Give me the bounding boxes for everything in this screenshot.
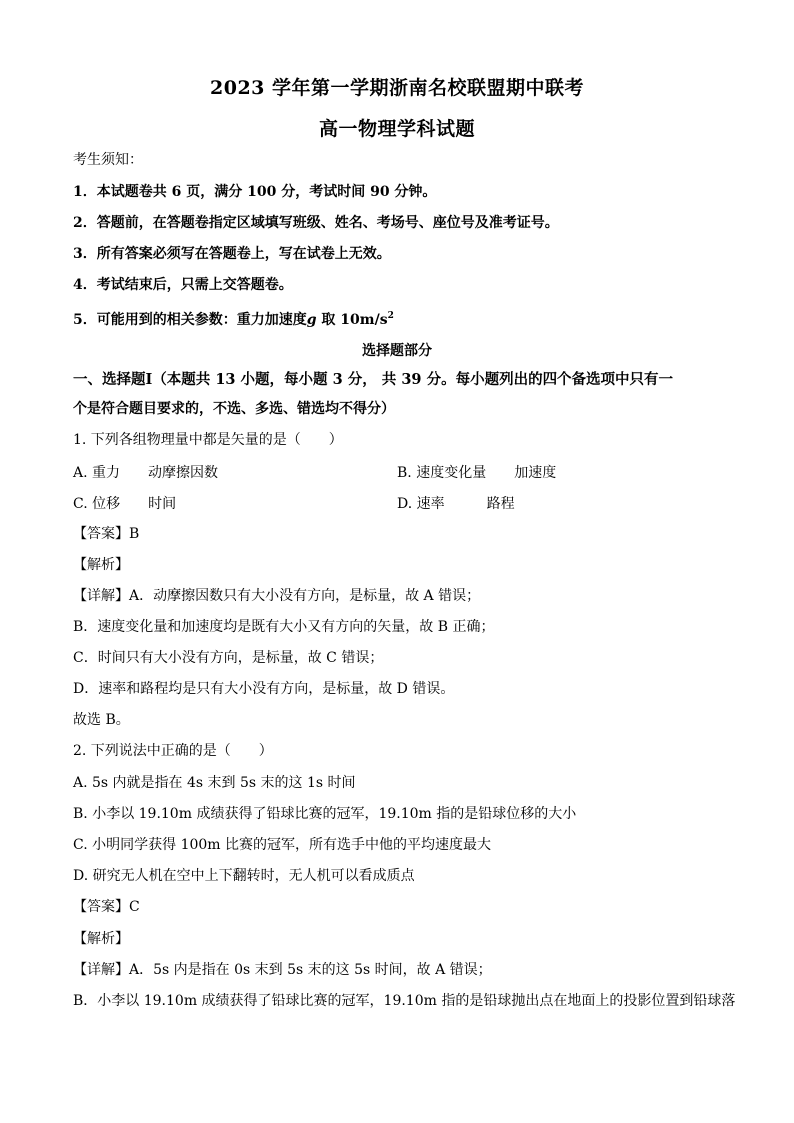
q1-conclusion: 故选 B。 (73, 712, 130, 728)
section-title: 选择题部分 (362, 343, 432, 359)
q1-detail-1: 【详解】A．动摩擦因数只有大小没有方向，是标量，故 A 错误； (73, 588, 481, 604)
q1-stem: 1. 下列各组物理量中都是矢量的是（ ） (73, 432, 343, 448)
q1-option-d: D. 速率 路程 (397, 496, 515, 512)
q2-detail-1: 【详解】A．5s 内是指在 0s 末到 5s 末的这 5s 时间，故 A 错误； (73, 962, 492, 978)
q1-option-a: A. 重力 动摩擦因数 (73, 465, 219, 481)
q2-stem: 2. 下列说法中正确的是（ ） (73, 743, 273, 759)
notice-item-5: 5．可能用到的相关参数：重力加速度g 取 $10m/s^2$ (73, 311, 394, 328)
q1-analysis-label: 【解析】 (73, 557, 129, 573)
q2-option-d: D. 研究无人机在空中上下翻转时，无人机可以看成质点 (73, 868, 415, 884)
notice-item-4: 4．考试结束后，只需上交答题卷。 (73, 277, 293, 293)
section-intro-line1: 一、选择题Ⅰ（本题共 13 小题，每小题 3 分， 共 39 分。每小题列出的四个备选项中只有一 (73, 371, 674, 388)
q2-option-b: B. 小李以 19.10m 成绩获得了铅球比赛的冠军，19.10m 指的是铅球位移的大小 (73, 806, 577, 822)
section-intro-line2: 个是符合题目要求的，不选、多选、错选均不得分） (73, 401, 395, 417)
q1-answer: 【答案】B (73, 526, 140, 542)
q2-option-a: A. 5s 内就是指在 4s 末到 5s 末的这 1s 时间 (73, 775, 356, 791)
q1-detail-2: B．速度变化量和加速度均是既有大小又有方向的矢量，故 B 正确； (73, 619, 495, 635)
exam-subtitle: 高一物理学科试题 (318, 118, 475, 140)
q1-detail-4: D．速率和路程均是只有大小没有方向，是标量，故 D 错误。 (73, 681, 455, 697)
q2-answer: 【答案】C (73, 899, 140, 915)
q1-option-b: B. 速度变化量 加速度 (397, 465, 557, 481)
notice-item-2: 2．答题前，在答题卷指定区域填写班级、姓名、考场号、座位号及准考证号。 (73, 215, 559, 231)
q1-detail-3: C．时间只有大小没有方向，是标量，故 C 错误； (73, 650, 384, 666)
q1-option-c: C. 位移 时间 (73, 496, 177, 512)
q2-option-c: C. 小明同学获得 100m 比赛的冠军，所有选手中他的平均速度最大 (73, 837, 492, 853)
exam-title: 2023 学年第一学期浙南名校联盟期中联考 (210, 77, 584, 99)
q2-analysis-label: 【解析】 (73, 931, 129, 947)
notice-item-3: 3．所有答案必须写在答题卷上，写在试卷上无效。 (73, 246, 391, 262)
notice-item-1: 1．本试题卷共 6 页，满分 100 分，考试时间 90 分钟。 (73, 184, 437, 200)
notice-heading: 考生须知： (73, 152, 143, 168)
q2-detail-2: B．小李以 19.10m 成绩获得了铅球比赛的冠军，19.10m 指的是铅球抛出点在地面上的投影位置到铅球落 (73, 993, 736, 1009)
